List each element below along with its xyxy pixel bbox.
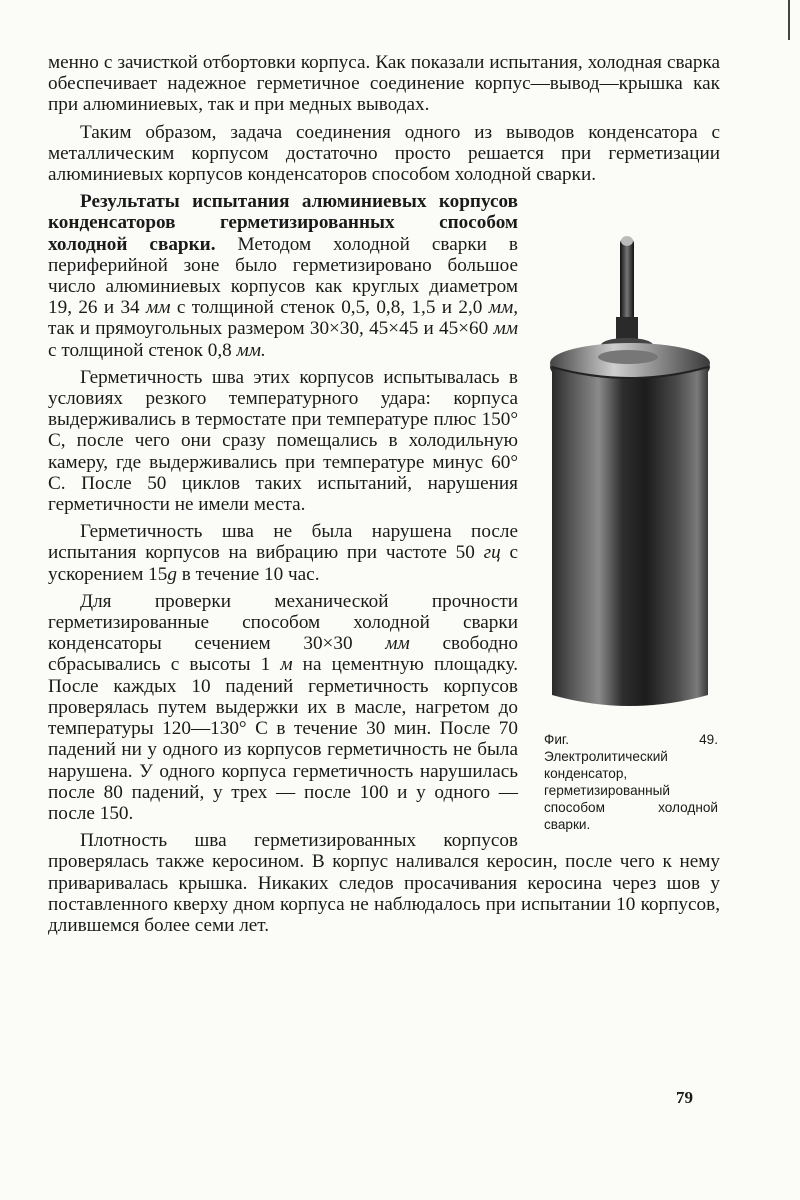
unit-g: g <box>167 563 177 585</box>
paragraph-4: Герметичность шва этих корпусов испытывалась в условиях резкого температурного удара: корпуса выдерживались в термостате при температуре плюс 150° С, после чего они сразу помещались в холодильную камеру, где выдерживались при температуре минус 60° С. После 50 циклов таких испытаний, нарушения герметичности не имели места. <box>48 366 518 516</box>
paragraph-6-text-a: Для проверки механической прочности герметизированные способом холодной сварки конденсаторы сечением 30×30 <box>48 590 518 655</box>
unit-mm: мм <box>385 633 410 655</box>
paragraph-7: Плотность шва герметизированных корпусов проверялась также керосином. В корпус наливался керосин, после чего к нему приваривалась крышка. Никаких следов просачивания керосина через шов у поставленного кверху дном корпуса не наблюдалось при испытании 10 корпусов, длившемся более семи лет. <box>48 830 720 936</box>
page-body <box>48 52 720 936</box>
paragraph-3-text-d: с толщиной стенок 0,8 <box>48 339 237 361</box>
unit-mm: мм <box>146 297 171 319</box>
paragraph-5-text-a: Герметичность шва не была нарушена после испытания корпусов на вибрацию при частоте 50 <box>48 521 518 564</box>
unit-hz: гц <box>483 542 501 564</box>
unit-m: м <box>280 654 293 676</box>
paragraph-3-text-b: с толщиной стенок 0,5, 0,8, 1,5 и 2,0 <box>170 297 489 319</box>
paragraph-5-text-c: в течение 10 час. <box>176 563 320 585</box>
capacitor-photo <box>542 233 720 721</box>
paragraph-6-text-b: свободно сбрасывались с высоты 1 <box>48 633 518 676</box>
section-heading: Результаты испытания алюминиевых корпусов конденсаторов герметизированных способом холодной сварки. <box>48 191 518 255</box>
paragraph-5-text-b: с ускорением 15 <box>48 542 518 585</box>
paragraph-6-text-c: на цементную площадку. После каждых 10 падений герметичность корпусов проверялась путем выдержки их в масле, нагретом до температуры 120—130° С в течение 30 мин. После 70 падений ни у одного из корпусов герметичность не была нарушена. У одного корпуса герметичность нарушилась после 80 падений, у трех — после 100 и у одного — после 150. <box>48 654 519 824</box>
figure-49 <box>542 233 720 833</box>
scan-edge-mark <box>788 0 790 40</box>
page-number: 79 <box>676 1088 693 1107</box>
paragraph-2: Таким образом, задача соединения одного из выводов конденсатора с металлическим корпусом достаточно просто решается при герметизации алюминиевых корпусов конденсаторов способом холодной сварки. <box>48 121 720 186</box>
unit-mm: мм <box>493 318 518 340</box>
unit-mm: мм, <box>488 297 518 319</box>
figure-caption: Фиг. 49. Электролитический конденсатор, герметизированный способом холодной сварки. <box>544 732 718 833</box>
paragraph-3-text-a: Методом холодной сварки в периферийной зоне было герметизировано большое число алюминиевых корпусов как круглых диаметром 19, 26 и 34 <box>48 233 518 319</box>
unit-mm: мм. <box>236 339 266 361</box>
paragraph-1: менно с зачисткой отбортовки корпуса. Как показали испытания, холодная сварка обеспечивает надежное герметичное соединение корпус—вывод—крышка как при алюминиевых, так и при медных выводах. <box>48 52 720 116</box>
paragraph-3-text-c: так и прямоугольных размером 30×30, 45×45 и 45×60 <box>48 318 494 340</box>
